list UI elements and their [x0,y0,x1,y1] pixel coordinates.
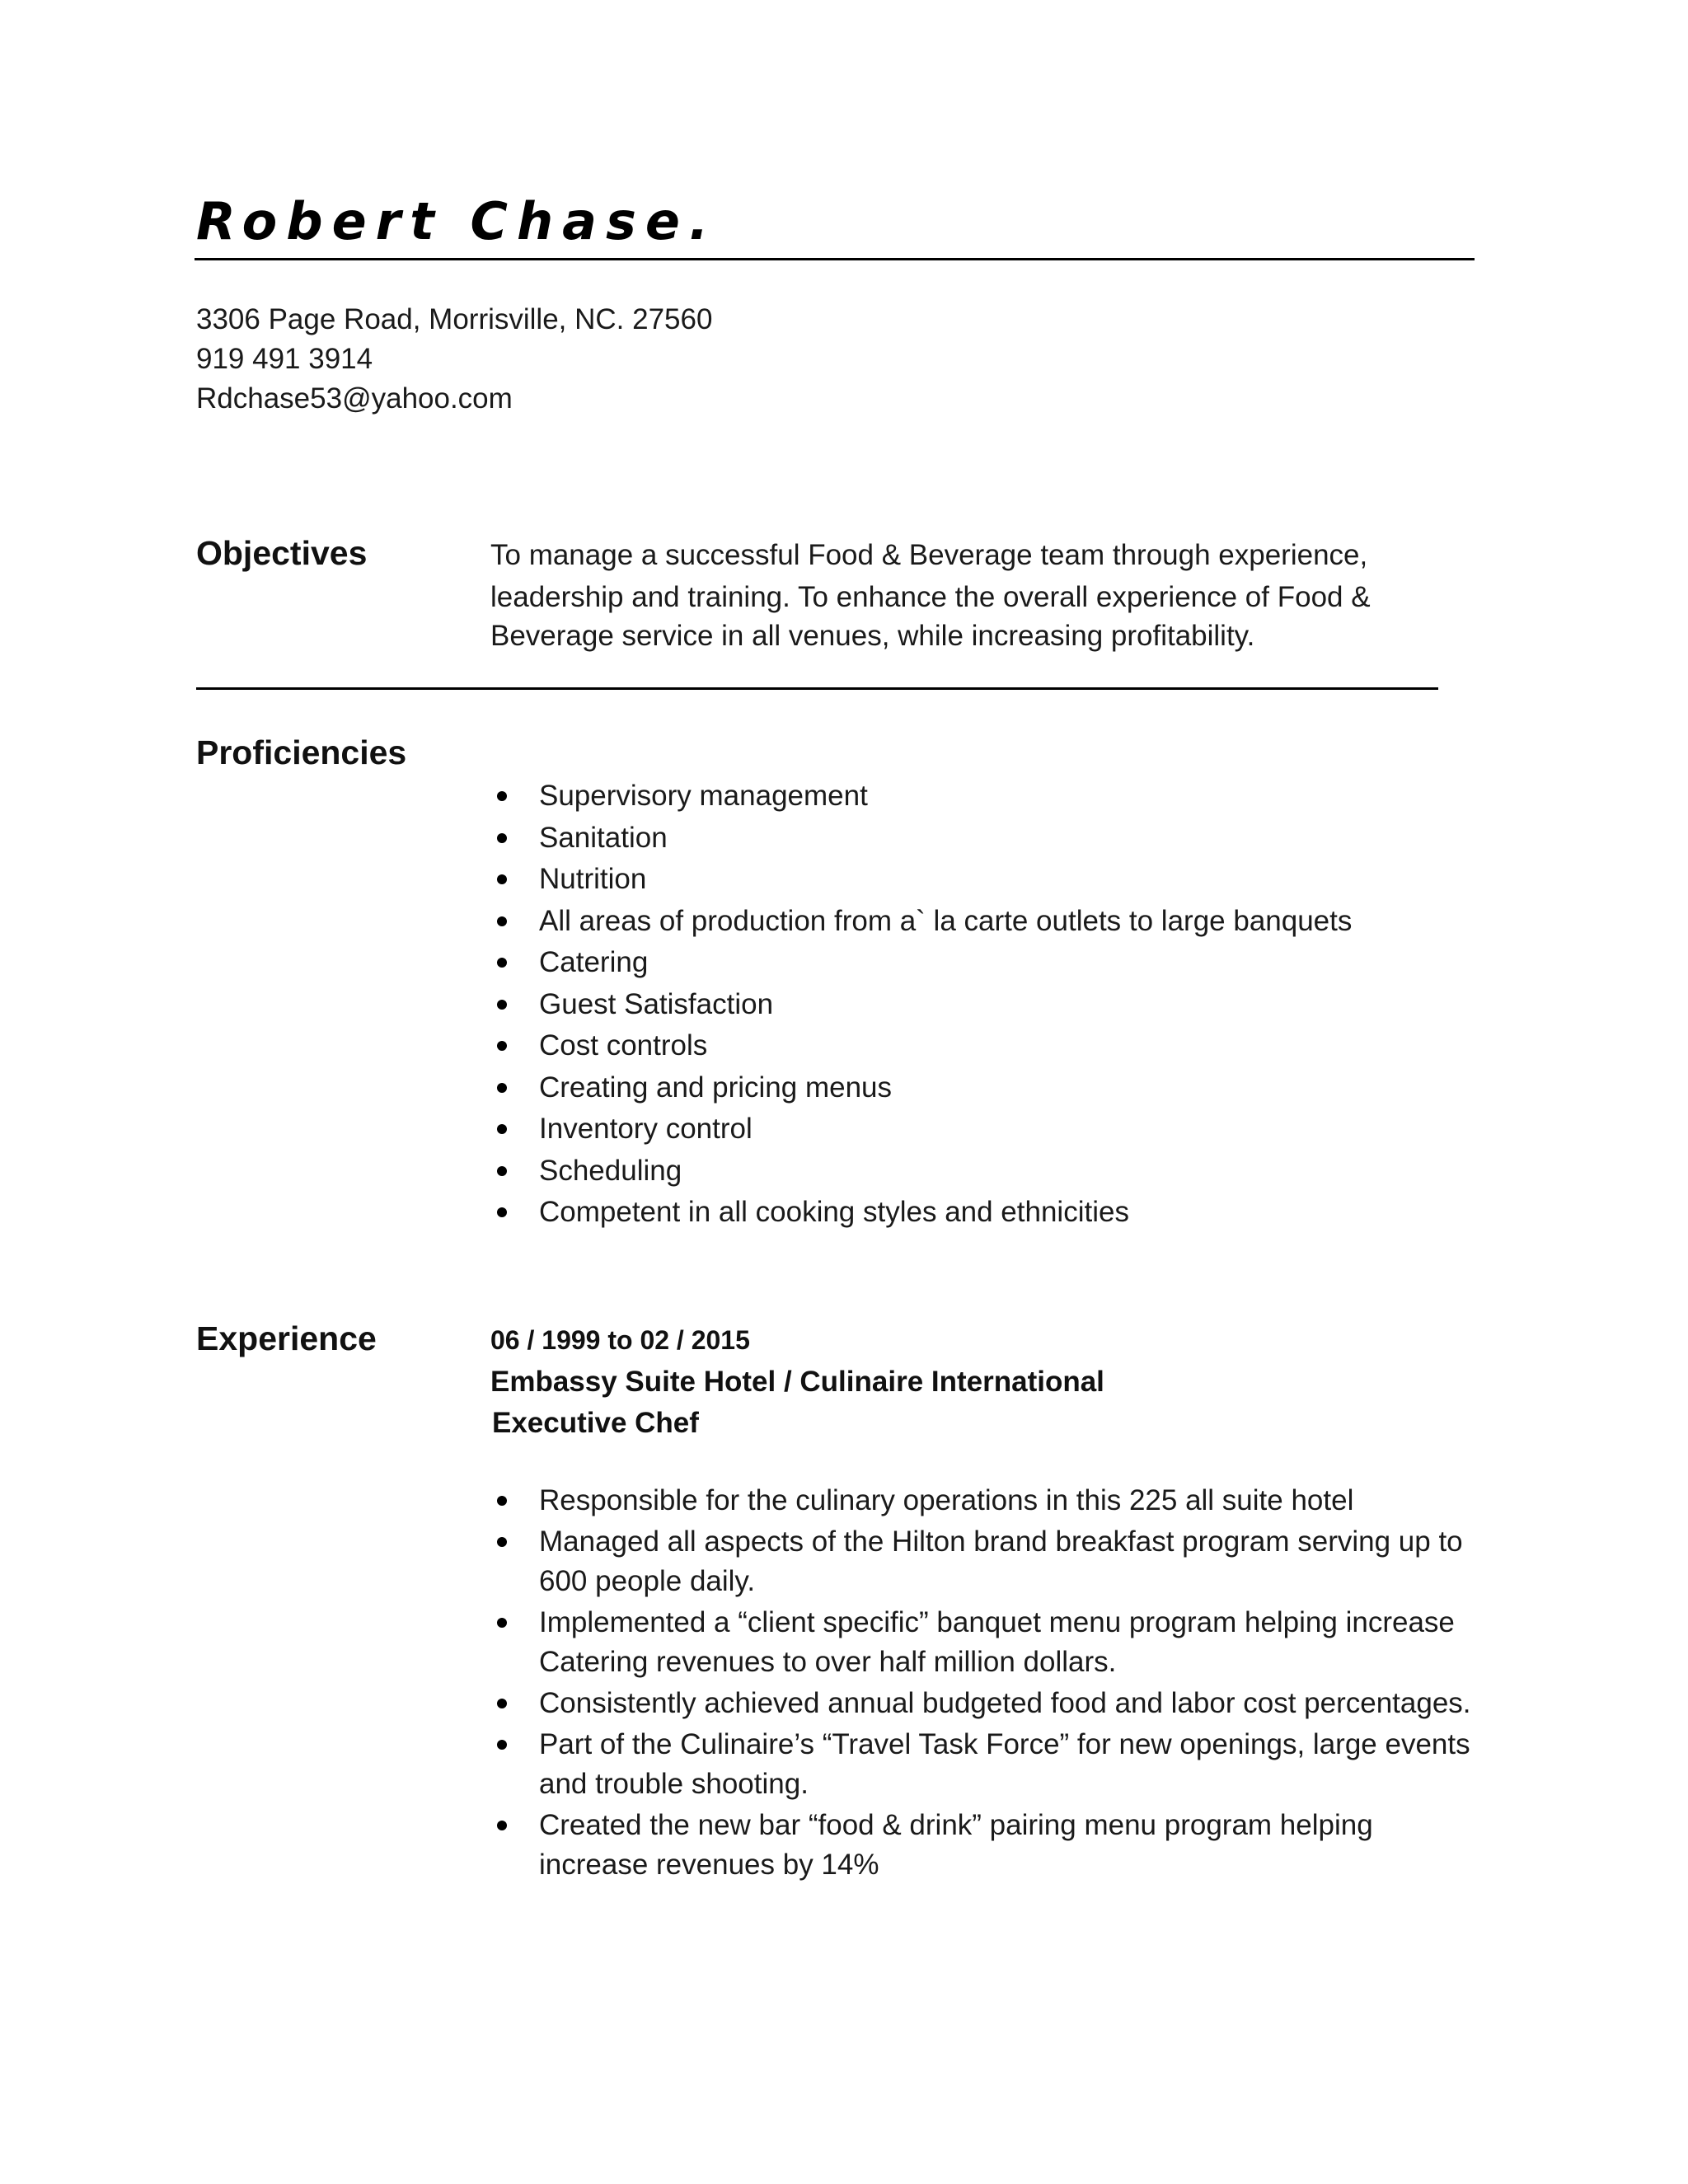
phone-number: 919 491 3914 [196,343,373,375]
bullet-icon [497,916,507,926]
bullet-icon [497,1537,507,1547]
proficiency-text: Supervisory management [539,780,868,812]
experience-heading: Experience [196,1319,377,1357]
proficiency-text: Catering [539,946,649,978]
proficiency-item [490,984,1352,1026]
section-divider [196,687,1438,690]
bullet-icon [497,1124,507,1134]
duty-item [490,1806,1479,1885]
objectives-line: leadership and training. To enhance the overall experience of Food & [490,581,1371,613]
proficiency-item [490,1192,1352,1234]
duty-text: Consistently achieved annual budgeted food and labor cost percentages. [539,1687,1471,1719]
bullet-icon [497,791,507,801]
employer-name: Embassy Suite Hotel / Culinaire International [490,1366,1104,1398]
duty-item [490,1522,1479,1601]
bullet-icon [497,1821,507,1830]
bullet-icon [497,1000,507,1010]
proficiency-item [490,859,1352,901]
proficiency-text: Scheduling [539,1154,682,1187]
objectives-line: To manage a successful Food & Beverage team through experience, [490,539,1368,571]
duty-item [490,1684,1479,1723]
bullet-icon [497,1740,507,1750]
duty-text: Responsible for the culinary operations in this 225 all suite hotel [539,1484,1354,1516]
duty-text: Created the new bar “food & drink” pairing menu program helping increase revenues by 14% [539,1809,1373,1881]
duty-item [490,1481,1479,1521]
duties-list [490,1481,1479,1886]
proficiency-item [490,1151,1352,1193]
proficiency-item [490,901,1352,943]
duty-item [490,1603,1479,1682]
proficiency-item [490,818,1352,860]
bullet-icon [497,1166,507,1176]
proficiency-text: All areas of production from a` la carte outlets to large banquets [539,904,1353,937]
proficiency-text: Competent in all cooking styles and ethnicities [539,1196,1129,1228]
proficiency-text: Nutrition [539,863,647,895]
proficiency-text: Guest Satisfaction [539,987,774,1020]
proficiency-item [490,1108,1352,1151]
candidate-name: Robert Chase. [196,191,718,251]
proficiency-text: Inventory control [539,1113,753,1145]
address: 3306 Page Road, Morrisville, NC. 27560 [196,303,713,335]
bullet-icon [497,1699,507,1708]
proficiency-text: Cost controls [539,1029,708,1062]
bullet-icon [497,958,507,968]
bullet-icon [497,1083,507,1093]
email-address: Rdchase53@yahoo.com [196,382,513,415]
job-title: Executive Chef [492,1407,699,1439]
bullet-icon [497,1618,507,1628]
proficiency-text: Sanitation [539,821,668,854]
duty-text: Implemented a “client specific” banquet menu program helping increase Catering revenues to over half million dollars. [539,1606,1455,1678]
objectives-heading: Objectives [196,534,368,572]
proficiency-item [490,1025,1352,1067]
bullet-icon [497,1496,507,1506]
name-underline [195,258,1475,260]
proficiency-item [490,776,1352,818]
proficiency-item [490,942,1352,984]
bullet-icon [497,874,507,884]
duty-text: Part of the Culinaire’s “Travel Task Force” for new openings, large events and trouble shooting. [539,1728,1470,1800]
employment-dates: 06 / 1999 to 02 / 2015 [490,1325,750,1355]
proficiency-text: Creating and pricing menus [539,1071,893,1104]
duty-item [490,1725,1479,1804]
proficiencies-heading: Proficiencies [196,733,407,771]
bullet-icon [497,1041,507,1051]
bullet-icon [497,1207,507,1217]
duty-text: Managed all aspects of the Hilton brand breakfast program serving up to 600 people daily. [539,1526,1463,1597]
proficiency-item [490,1067,1352,1109]
proficiencies-list [490,776,1352,1234]
bullet-icon [497,833,507,843]
objectives-line: Beverage service in all venues, while increasing profitability. [490,620,1255,652]
